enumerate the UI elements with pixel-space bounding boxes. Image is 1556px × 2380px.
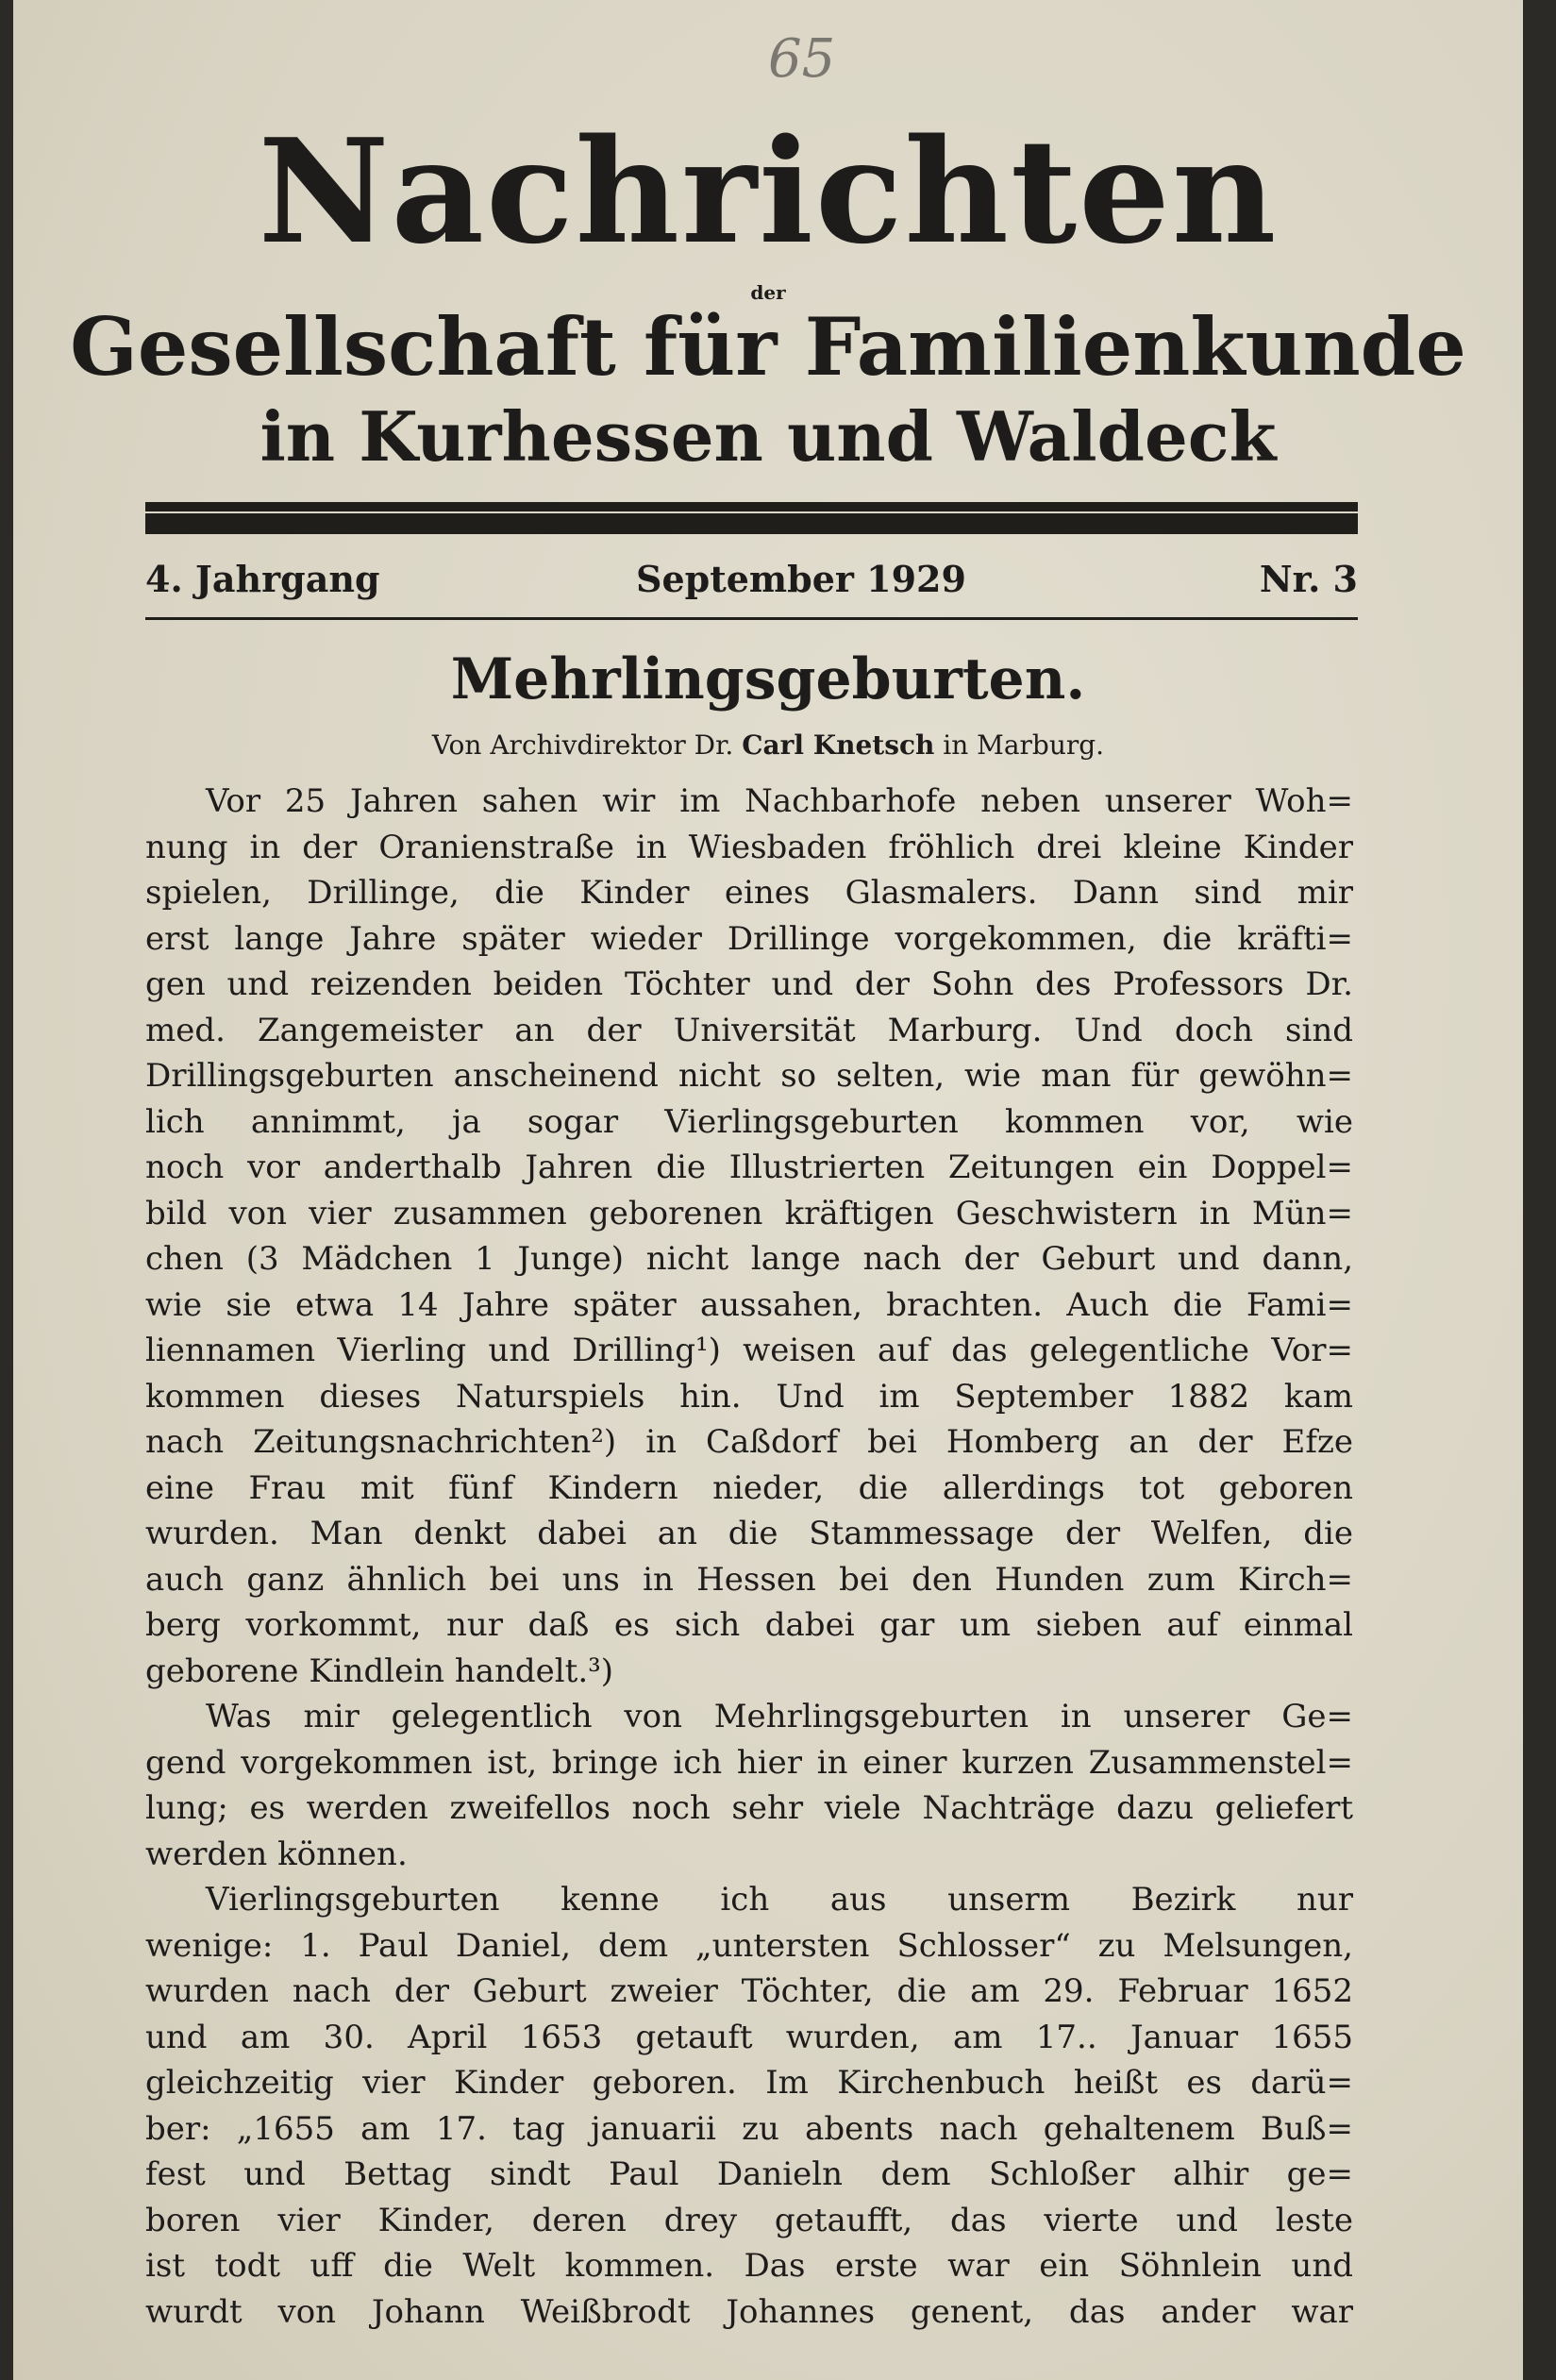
issue-info-bar xyxy=(145,551,1358,608)
masthead-subtitle-region: in Kurhessen und Waldeck xyxy=(259,396,1277,477)
body-line: gen und reizenden beiden Töchter und der Sohn des Professors Dr. xyxy=(145,965,1353,1003)
byline-location: in Marburg. xyxy=(943,729,1105,761)
body-line: lung; es werden zweifellos noch sehr viele Nachträge dazu geliefert xyxy=(145,1789,1353,1827)
body-line: bild von vier zusammen geborenen kräftigen Geschwistern in Mün= xyxy=(145,1194,1353,1232)
article-byline xyxy=(13,727,1523,764)
body-line: wurden. Man denkt dabei an die Stammessage der Welfen, die xyxy=(145,1515,1353,1552)
body-line: Was mir gelegentlich von Mehrlingsgeburten in unserer Ge= xyxy=(206,1698,1353,1735)
handwritten-page-number: 65 xyxy=(768,28,836,90)
body-line: wurdt von Johann Weißbrodt Johannes genent, das ander war xyxy=(145,2292,1353,2331)
body-line: ber: „1655 am 17. tag januarii zu abents nach gehaltenem Buß= xyxy=(145,2109,1353,2148)
body-line: gleichzeitig vier Kinder geboren. Im Kirchenbuch heißt es darü= xyxy=(145,2064,1353,2102)
body-line: gend vorgekommen ist, bringe ich hier in einer kurzen Zusammenstel= xyxy=(145,1743,1353,1782)
body-line: spielen, Drillinge, die Kinder eines Glasmalers. Dann sind mir xyxy=(145,874,1353,912)
body-line: auch ganz ähnlich bei uns in Hessen bei den Hunden zum Kirch= xyxy=(145,1560,1353,1599)
body-line: med. Zangemeister an der Universität Marburg. Und doch sind xyxy=(145,1011,1353,1049)
article-title: Mehrlingsgeburten. xyxy=(450,646,1086,712)
body-line: wie sie etwa 14 Jahre später aussahen, brachten. Auch die Fami= xyxy=(145,1285,1353,1324)
body-line: Vor 25 Jahren sahen wir im Nachbarhofe neben unserer Woh= xyxy=(206,782,1353,820)
issue-volume: 4. Jahrgang xyxy=(145,558,380,600)
article-body xyxy=(145,779,1353,2335)
body-line: berg vorkommt, nur daß es sich dabei gar um sieben auf einmal xyxy=(145,1606,1353,1644)
body-line: wenige: 1. Paul Daniel, dem „untersten Schlosser“ zu Melsungen, xyxy=(145,1926,1353,1965)
issue-date: September 1929 xyxy=(636,558,966,600)
body-line: nung in der Oranienstraße in Wiesbaden fröhlich drei kleine Kinder xyxy=(145,828,1353,866)
issue-number: Nr. 3 xyxy=(1259,558,1358,600)
body-line: ist todt uff die Welt kommen. Das erste war ein Söhnlein und xyxy=(145,2247,1353,2285)
body-line: werden können. xyxy=(145,1835,408,1873)
info-rule xyxy=(145,617,1358,620)
masthead-der: der xyxy=(750,281,786,304)
body-line: fest und Bettag sindt Paul Danieln dem Schloßer alhir ge= xyxy=(145,2155,1353,2193)
body-line: geborene Kindlein handelt.³) xyxy=(145,1651,614,1690)
body-line: lich annimmt, ja sogar Vierlingsgeburten kommen vor, wie xyxy=(145,1102,1353,1141)
body-line: und am 30. April 1653 getauft wurden, am 17.. Januar 1655 xyxy=(145,2018,1353,2056)
body-line: chen (3 Mädchen 1 Junge) nicht lange nach der Geburt und dann, xyxy=(145,1240,1353,1278)
masthead-subtitle: Gesellschaft für Familienkunde xyxy=(70,300,1466,394)
body-line: Drillingsgeburten anscheinend nicht so selten, wie man für gewöhn= xyxy=(145,1057,1353,1095)
body-line: Vierlingsgeburten kenne ich aus unserm Bezirk nur xyxy=(206,1881,1353,1919)
body-line: erst lange Jahre später wieder Drillinge vorgekommen, die kräfti= xyxy=(145,919,1353,958)
masthead-rule xyxy=(145,502,1358,534)
body-line: eine Frau mit fünf Kindern nieder, die allerdings tot geboren xyxy=(145,1468,1353,1507)
body-line: noch vor anderthalb Jahren die Illustrierten Zeitungen ein Doppel= xyxy=(145,1148,1353,1186)
body-line: wurden nach der Geburt zweier Töchter, die am 29. Februar 1652 xyxy=(145,1972,1353,2010)
body-line: liennamen Vierling und Drilling¹) weisen auf das gelegentliche Vor= xyxy=(145,1332,1353,1369)
body-line: kommen dieses Naturspiels hin. Und im September 1882 kam xyxy=(145,1377,1353,1416)
document-page xyxy=(13,0,1523,2380)
byline-author: Carl Knetsch xyxy=(742,729,935,761)
body-line: boren vier Kinder, deren drey getaufft, das vierte und leste xyxy=(145,2201,1353,2239)
body-line: nach Zeitungsnachrichten²) in Caßdorf bei Homberg an der Efze xyxy=(145,1423,1353,1461)
byline-prefix: Von Archivdirektor Dr. xyxy=(431,729,734,761)
masthead-title: Nachrichten xyxy=(258,107,1279,276)
